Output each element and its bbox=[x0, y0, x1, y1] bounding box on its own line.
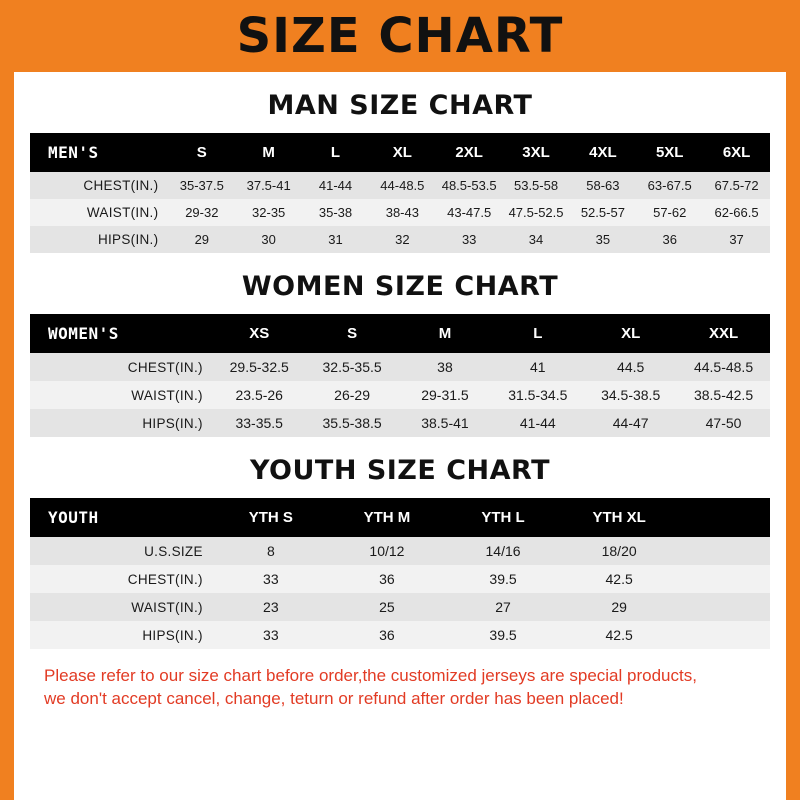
women-header-m: M bbox=[399, 314, 492, 353]
cell: 31.5-34.5 bbox=[508, 387, 568, 403]
cell: 30 bbox=[261, 232, 276, 247]
table-row bbox=[30, 381, 770, 409]
youth-header-l: YTH L bbox=[445, 498, 561, 537]
row-label-hips: HIPS(IN.) bbox=[97, 232, 159, 247]
content bbox=[14, 90, 786, 711]
row-label-chest: CHEST(IN.) bbox=[127, 359, 203, 375]
cell: 33-35.5 bbox=[235, 415, 283, 431]
row-label-hips: HIPS(IN.) bbox=[142, 627, 203, 643]
cell: 10/12 bbox=[369, 543, 405, 559]
cell: 27 bbox=[495, 599, 511, 615]
cell: 41-44 bbox=[318, 178, 353, 193]
men-header-m: M bbox=[235, 133, 302, 172]
section-title-men: MAN SIZE CHART bbox=[267, 90, 533, 121]
cell-spacer bbox=[677, 621, 770, 649]
cell: 29.5-32.5 bbox=[229, 359, 289, 375]
cell: 31 bbox=[328, 232, 343, 247]
cell: 43-47.5 bbox=[447, 205, 492, 220]
men-size-table bbox=[30, 133, 770, 253]
table-header-row bbox=[30, 314, 770, 353]
footer-note-line1: Please refer to our size chart before order,the customized jerseys are special products, bbox=[44, 666, 697, 685]
table-row bbox=[30, 172, 770, 199]
table-row bbox=[30, 409, 770, 437]
youth-table-body bbox=[30, 537, 770, 649]
cell: 44-47 bbox=[612, 415, 649, 431]
cell: 41-44 bbox=[519, 415, 556, 431]
cell: 23.5-26 bbox=[235, 387, 283, 403]
table-row bbox=[30, 226, 770, 253]
table-row bbox=[30, 537, 770, 565]
cell-spacer bbox=[677, 565, 770, 593]
cell: 29-32 bbox=[185, 205, 219, 220]
cell: 36 bbox=[662, 232, 677, 247]
cell: 25 bbox=[379, 599, 395, 615]
youth-header-m: YTH M bbox=[329, 498, 445, 537]
youth-header-s: YTH S bbox=[213, 498, 329, 537]
women-header-xxl: XXL bbox=[677, 314, 770, 353]
cell-spacer bbox=[677, 593, 770, 621]
cell: 58-63 bbox=[586, 178, 620, 193]
row-label-chest: CHEST(IN.) bbox=[83, 178, 159, 193]
cell: 67.5-72 bbox=[714, 178, 759, 193]
row-label-chest: CHEST(IN.) bbox=[127, 571, 203, 587]
cell: 33 bbox=[263, 571, 279, 587]
cell: 29-31.5 bbox=[421, 387, 469, 403]
cell: 48.5-53.5 bbox=[441, 178, 497, 193]
section-youth bbox=[30, 455, 770, 649]
footer-note bbox=[30, 665, 770, 711]
cell: 37 bbox=[729, 232, 744, 247]
cell: 36 bbox=[379, 627, 395, 643]
cell: 34 bbox=[528, 232, 544, 247]
cell: 34.5-38.5 bbox=[601, 387, 661, 403]
women-table-body bbox=[30, 353, 770, 437]
table-row bbox=[30, 621, 770, 649]
men-header-l: L bbox=[302, 133, 369, 172]
cell: 53.5-58 bbox=[513, 178, 559, 193]
cell: 57-62 bbox=[653, 205, 687, 220]
cell: 33 bbox=[461, 232, 477, 247]
cell: 26-29 bbox=[334, 387, 370, 403]
cell: 18/20 bbox=[601, 543, 637, 559]
men-header-2xl: 2XL bbox=[436, 133, 503, 172]
cell: 41 bbox=[530, 359, 546, 375]
cell: 63-67.5 bbox=[647, 178, 692, 193]
men-table-body bbox=[30, 172, 770, 253]
section-title-women: WOMEN SIZE CHART bbox=[241, 271, 559, 302]
cell: 35 bbox=[595, 232, 611, 247]
section-women bbox=[30, 271, 770, 437]
cell: 8 bbox=[266, 543, 275, 559]
cell: 47.5-52.5 bbox=[508, 205, 564, 220]
youth-size-table bbox=[30, 498, 770, 649]
men-header-xl: XL bbox=[369, 133, 436, 172]
men-table-header bbox=[30, 133, 770, 172]
row-label-waist: WAIST(IN.) bbox=[86, 205, 159, 220]
youth-header-spacer bbox=[677, 498, 770, 537]
men-header-label: MEN'S bbox=[30, 133, 168, 172]
row-label-waist: WAIST(IN.) bbox=[131, 599, 203, 615]
youth-header-xl: YTH XL bbox=[561, 498, 677, 537]
youth-table-header bbox=[30, 498, 770, 537]
cell: 47-50 bbox=[705, 415, 742, 431]
page-title: SIZE CHART bbox=[236, 8, 564, 64]
section-title-youth: YOUTH SIZE CHART bbox=[249, 455, 551, 486]
cell: 36 bbox=[379, 571, 395, 587]
cell: 39.5 bbox=[489, 627, 517, 643]
cell: 23 bbox=[263, 599, 279, 615]
cell: 38-43 bbox=[385, 205, 419, 220]
table-row bbox=[30, 353, 770, 381]
row-label-hips: HIPS(IN.) bbox=[142, 415, 203, 431]
cell: 44.5-48.5 bbox=[693, 359, 754, 375]
table-row bbox=[30, 593, 770, 621]
cell: 37.5-41 bbox=[246, 178, 291, 193]
table-row bbox=[30, 565, 770, 593]
cell: 62-66.5 bbox=[714, 205, 759, 220]
men-header-5xl: 5XL bbox=[636, 133, 703, 172]
cell: 42.5 bbox=[605, 571, 633, 587]
women-table-header bbox=[30, 314, 770, 353]
cell: 44.5 bbox=[617, 359, 645, 375]
cell: 39.5 bbox=[489, 571, 517, 587]
youth-header-label: YOUTH bbox=[30, 498, 213, 537]
men-header-3xl: 3XL bbox=[503, 133, 570, 172]
row-label-waist: WAIST(IN.) bbox=[131, 387, 203, 403]
men-header-4xl: 4XL bbox=[569, 133, 636, 172]
cell: 33 bbox=[263, 627, 279, 643]
cell: 38.5-42.5 bbox=[693, 387, 754, 403]
banner bbox=[14, 0, 786, 72]
table-header-row bbox=[30, 498, 770, 537]
cell: 42.5 bbox=[605, 627, 633, 643]
cell: 32 bbox=[395, 232, 410, 247]
cell: 52.5-57 bbox=[580, 205, 625, 220]
cell: 44-48.5 bbox=[380, 178, 425, 193]
cell: 35.5-38.5 bbox=[322, 415, 382, 431]
cell: 29 bbox=[611, 599, 627, 615]
cell-spacer bbox=[677, 537, 770, 565]
cell: 35-38 bbox=[318, 205, 353, 220]
women-header-s: S bbox=[306, 314, 399, 353]
cell: 35-37.5 bbox=[179, 178, 224, 193]
table-header-row bbox=[30, 133, 770, 172]
women-size-table bbox=[30, 314, 770, 437]
footer-note-line2: we don't accept cancel, change, teturn or refund after order has been placed! bbox=[44, 688, 624, 708]
women-header-xs: XS bbox=[213, 314, 306, 353]
cell: 32-35 bbox=[252, 205, 286, 220]
cell: 29 bbox=[194, 232, 210, 247]
cell: 38 bbox=[437, 359, 453, 375]
cell: 32.5-35.5 bbox=[322, 359, 382, 375]
table-row bbox=[30, 199, 770, 226]
cell: 14/16 bbox=[485, 543, 521, 559]
women-header-label: WOMEN'S bbox=[30, 314, 213, 353]
women-header-l: L bbox=[491, 314, 584, 353]
section-men bbox=[30, 90, 770, 253]
men-header-6xl: 6XL bbox=[703, 133, 770, 172]
row-label-us-size: U.S.SIZE bbox=[144, 543, 203, 559]
men-header-s: S bbox=[168, 133, 235, 172]
women-header-xl: XL bbox=[584, 314, 677, 353]
cell: 38.5-41 bbox=[421, 415, 469, 431]
